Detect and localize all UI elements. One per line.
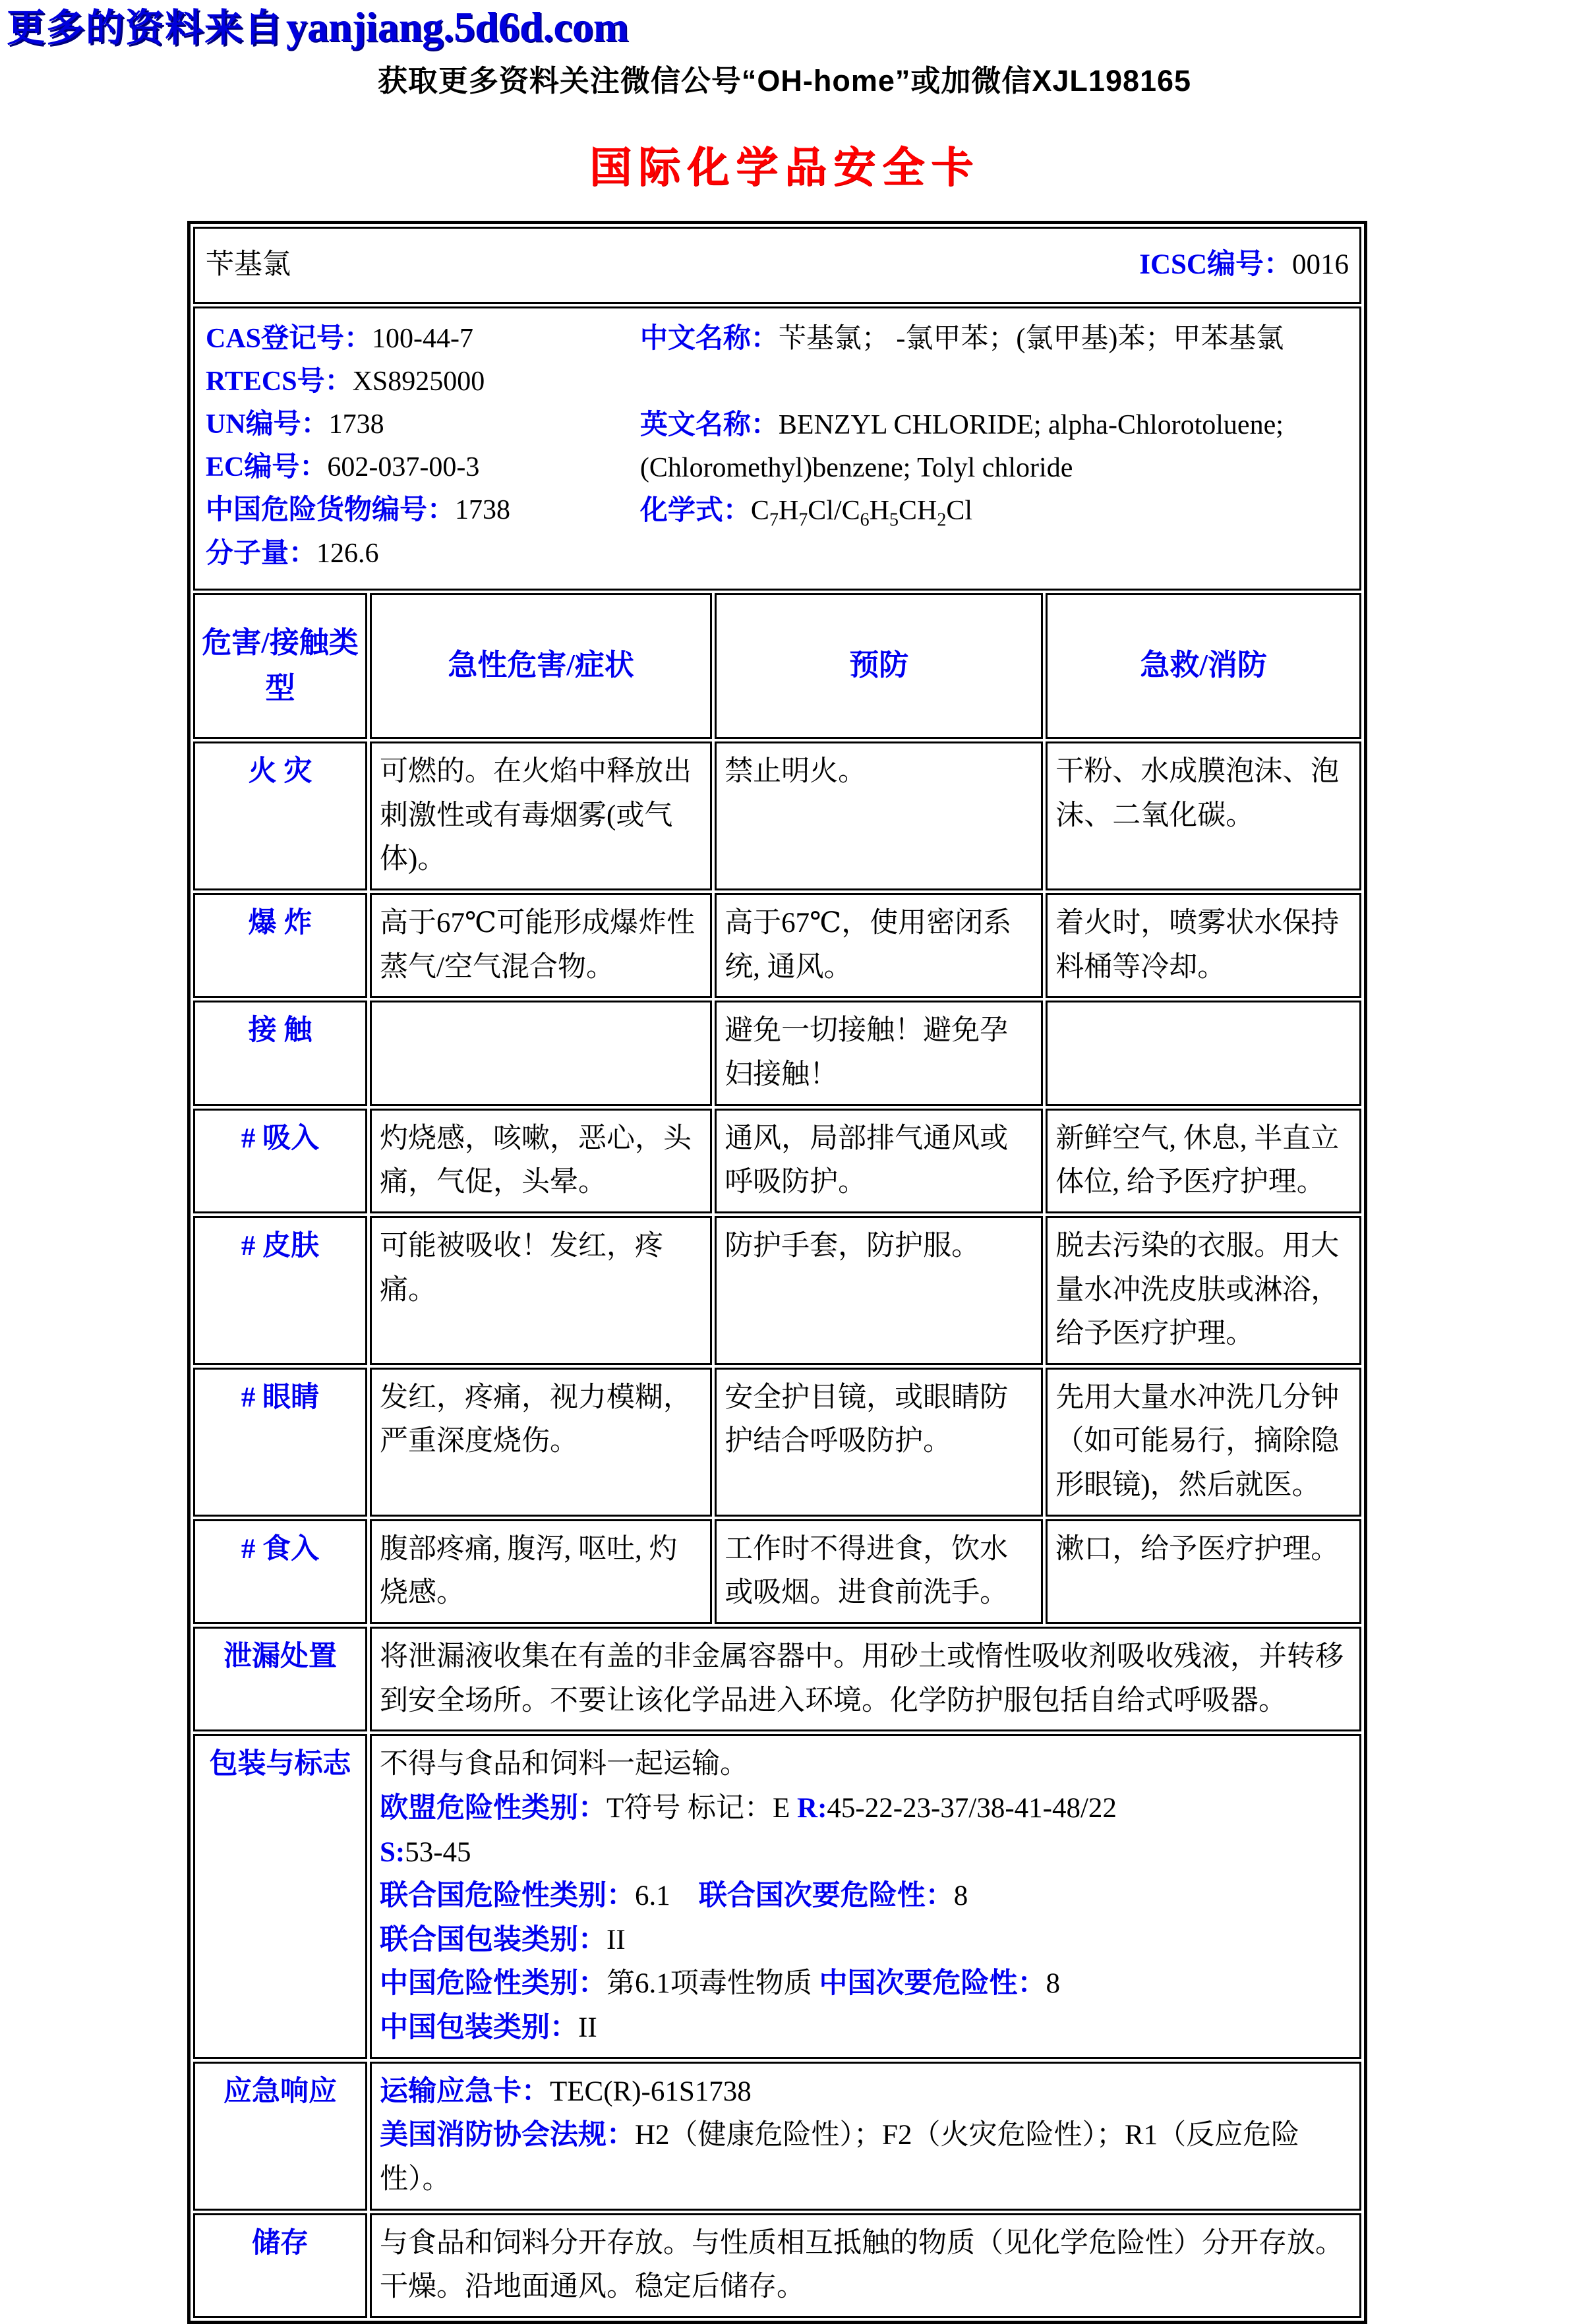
chemical-name: 苄基氯 bbox=[206, 249, 291, 281]
ingestion-prevention: 工作时不得进食，饮水或吸烟。进食前洗手。 bbox=[715, 1519, 1043, 1624]
col-header-symptoms: 急性危害/症状 bbox=[370, 593, 712, 740]
wechat-notice-text: 获取更多资料关注微信公号“OH-home”或加微信XJL198165 bbox=[377, 64, 1192, 98]
molecular-weight-value: 126.6 bbox=[316, 538, 379, 569]
row-label-spill-disposal: 泄漏处置 bbox=[193, 1627, 367, 1731]
card-title-cell bbox=[193, 227, 1361, 304]
col-header-prevention: 预防 bbox=[715, 593, 1043, 740]
banner-prefix-text: 更多的资料来自 bbox=[7, 7, 284, 49]
cas-number-line bbox=[206, 318, 640, 361]
storage-row bbox=[193, 2213, 1361, 2318]
hazard-row-ingestion bbox=[193, 1519, 1361, 1624]
molecular-weight-label: 分子量： bbox=[206, 538, 317, 569]
banner-domain-link: yanjiang.5d6d.com bbox=[286, 3, 629, 50]
china-dg-number-value: 1738 bbox=[455, 495, 511, 526]
spill-disposal-text: 将泄漏液收集在有盖的非金属容器中。用砂土或惰性吸收剂吸收残液，并转移到安全场所。不要让该化学品进入环境。化学防护服包括自给式呼吸器。 bbox=[370, 1627, 1361, 1731]
eyes-symptoms: 发红，疼痛，视力模糊，严重深度烧伤。 bbox=[370, 1368, 712, 1517]
english-name-label: 英文名称： bbox=[639, 410, 779, 441]
exposure-prevention: 避免一切接触！避免孕妇接触！ bbox=[715, 1001, 1043, 1105]
row-label-eyes: # 眼睛 bbox=[193, 1368, 367, 1517]
formula-line bbox=[640, 490, 1349, 535]
spill-disposal-row bbox=[193, 1627, 1361, 1731]
eyes-prevention: 安全护目镜，或眼睛防护结合呼吸防护。 bbox=[715, 1368, 1043, 1517]
page-title: 国际化学品安全卡 bbox=[589, 144, 980, 192]
exposure-firstaid bbox=[1046, 1001, 1361, 1105]
china-dg-number-label: 中国危险货物编号： bbox=[206, 495, 456, 526]
icsc-number-value: 0016 bbox=[1292, 249, 1349, 281]
cas-number-value: 100-44-7 bbox=[372, 324, 474, 355]
icsc-number-label: ICSC编号： bbox=[1139, 249, 1292, 281]
skin-firstaid: 脱去污染的衣服。用大量水冲洗皮肤或淋浴，给予医疗护理。 bbox=[1046, 1216, 1361, 1365]
eyes-firstaid: 先用大量水冲洗几分钟（如可能易行，摘除隐形眼镜)，然后就医。 bbox=[1046, 1368, 1361, 1517]
fire-prevention: 禁止明火。 bbox=[715, 741, 1043, 890]
row-label-exposure: 接 触 bbox=[193, 1001, 367, 1105]
explosion-symptoms: 高于67℃可能形成爆炸性蒸气/空气混合物。 bbox=[370, 893, 712, 998]
row-label-storage: 储存 bbox=[193, 2213, 367, 2318]
row-label-inhalation: # 吸入 bbox=[193, 1109, 367, 1213]
packaging-labelling-row bbox=[193, 1734, 1361, 2058]
chemical-names-block bbox=[640, 318, 1349, 575]
col-header-firstaid: 急救/消防 bbox=[1046, 593, 1361, 740]
hazard-row-exposure bbox=[193, 1001, 1361, 1105]
molecular-weight-line bbox=[206, 533, 640, 575]
emergency-response-row bbox=[193, 2062, 1361, 2211]
fire-firstaid: 干粉、水成膜泡沫、泡沫、二氧化碳。 bbox=[1046, 741, 1361, 890]
row-label-emergency: 应急响应 bbox=[193, 2062, 367, 2211]
chinese-name-line bbox=[640, 318, 1349, 361]
un-number-label: UN编号： bbox=[206, 409, 329, 440]
packaging-labelling-text: 不得与食品和饲料一起运输。 欧盟危险性类别：T符号 标记：E R:45-22-23-37/38-41-48/22 S:53-45 联合国危险性类别：6.1 联合国次要危险性：8 联合国包装类别：II 中国危险性类别：第6.1项毒性物质 中国次要危险性：8 中国包装类别：II bbox=[370, 1734, 1361, 2058]
ingestion-firstaid: 漱口，给予医疗护理。 bbox=[1046, 1519, 1361, 1624]
exposure-symptoms bbox=[370, 1001, 712, 1105]
rtecs-number-value: XS8925000 bbox=[352, 366, 485, 397]
hazard-header-row bbox=[193, 593, 1361, 740]
china-dg-number-line bbox=[206, 489, 640, 532]
chinese-name-value: 苄基氯； -氯甲苯；(氯甲基)苯；甲苯基氯 bbox=[778, 324, 1284, 355]
ec-number-line bbox=[206, 446, 640, 489]
formula-value: $C_7H_7Cl/C_6H_5CH_2Cl$ bbox=[750, 496, 973, 531]
hazard-row-explosion bbox=[193, 893, 1361, 998]
skin-prevention: 防护手套，防护服。 bbox=[715, 1216, 1043, 1365]
row-label-ingestion: # 食入 bbox=[193, 1519, 367, 1624]
col-header-hazard-type: 危害/接触类型 bbox=[193, 593, 367, 740]
card-title-row bbox=[193, 227, 1361, 304]
chinese-name-label: 中文名称： bbox=[639, 324, 779, 355]
ingestion-symptoms: 腹部疼痛, 腹泻, 呕吐, 灼烧感。 bbox=[370, 1519, 712, 1624]
explosion-prevention: 高于67℃，使用密闭系统, 通风。 bbox=[715, 893, 1043, 998]
row-label-fire: 火 灾 bbox=[193, 741, 367, 890]
un-number-value: 1738 bbox=[328, 409, 384, 440]
row-label-explosion: 爆 炸 bbox=[193, 893, 367, 998]
site-watermark-banner bbox=[0, 0, 1569, 50]
registry-numbers-block bbox=[206, 318, 640, 575]
fire-symptoms: 可燃的。在火焰中释放出刺激性或有毒烟雾(或气体)。 bbox=[370, 741, 712, 890]
inhalation-prevention: 通风，局部排气通风或呼吸防护。 bbox=[715, 1109, 1043, 1213]
formula-label: 化学式： bbox=[639, 496, 751, 527]
ec-number-label: EC编号： bbox=[206, 452, 328, 483]
english-name-line bbox=[640, 404, 1349, 490]
storage-text: 与食品和饲料分开存放。与性质相互抵触的物质（见化学危险性）分开存放。干燥。沿地面通风。稳定后储存。 bbox=[370, 2213, 1361, 2318]
cas-number-label: CAS登记号： bbox=[206, 324, 372, 355]
inhalation-firstaid: 新鲜空气, 休息, 半直立体位, 给予医疗护理。 bbox=[1046, 1109, 1361, 1213]
inhalation-symptoms: 灼烧感，咳嗽，恶心，头痛，气促，头晕。 bbox=[370, 1109, 712, 1213]
skin-symptoms: 可能被吸收！发红，疼痛。 bbox=[370, 1216, 712, 1365]
row-label-packaging: 包装与标志 bbox=[193, 1734, 367, 2058]
explosion-firstaid: 着火时，喷雾状水保持料桶等冷却。 bbox=[1046, 893, 1361, 998]
row-label-skin: # 皮肤 bbox=[193, 1216, 367, 1365]
ec-number-value: 602-037-00-3 bbox=[327, 452, 480, 483]
identifiers-cell bbox=[193, 306, 1361, 591]
icsc-number bbox=[1139, 243, 1349, 287]
hazard-row-skin bbox=[193, 1216, 1361, 1365]
icsc-card-table bbox=[187, 221, 1367, 2324]
un-number-line bbox=[206, 403, 640, 446]
hazard-row-eyes bbox=[193, 1368, 1361, 1517]
hazard-row-fire bbox=[193, 741, 1361, 890]
emergency-response-text: 运输应急卡：TEC(R)-61S1738 美国消防协会法规：H2（健康危险性）；F2（火灾危险性）；R1（反应危险性）。 bbox=[370, 2062, 1361, 2211]
identifiers-row bbox=[193, 306, 1361, 591]
rtecs-number-label: RTECS号： bbox=[206, 366, 353, 397]
english-name-value: BENZYL CHLORIDE; alpha-Chlorotoluene; (Chloromethyl)benzene; Tolyl chloride bbox=[639, 410, 1284, 484]
hazard-row-inhalation bbox=[193, 1109, 1361, 1213]
rtecs-number-line bbox=[206, 361, 640, 403]
